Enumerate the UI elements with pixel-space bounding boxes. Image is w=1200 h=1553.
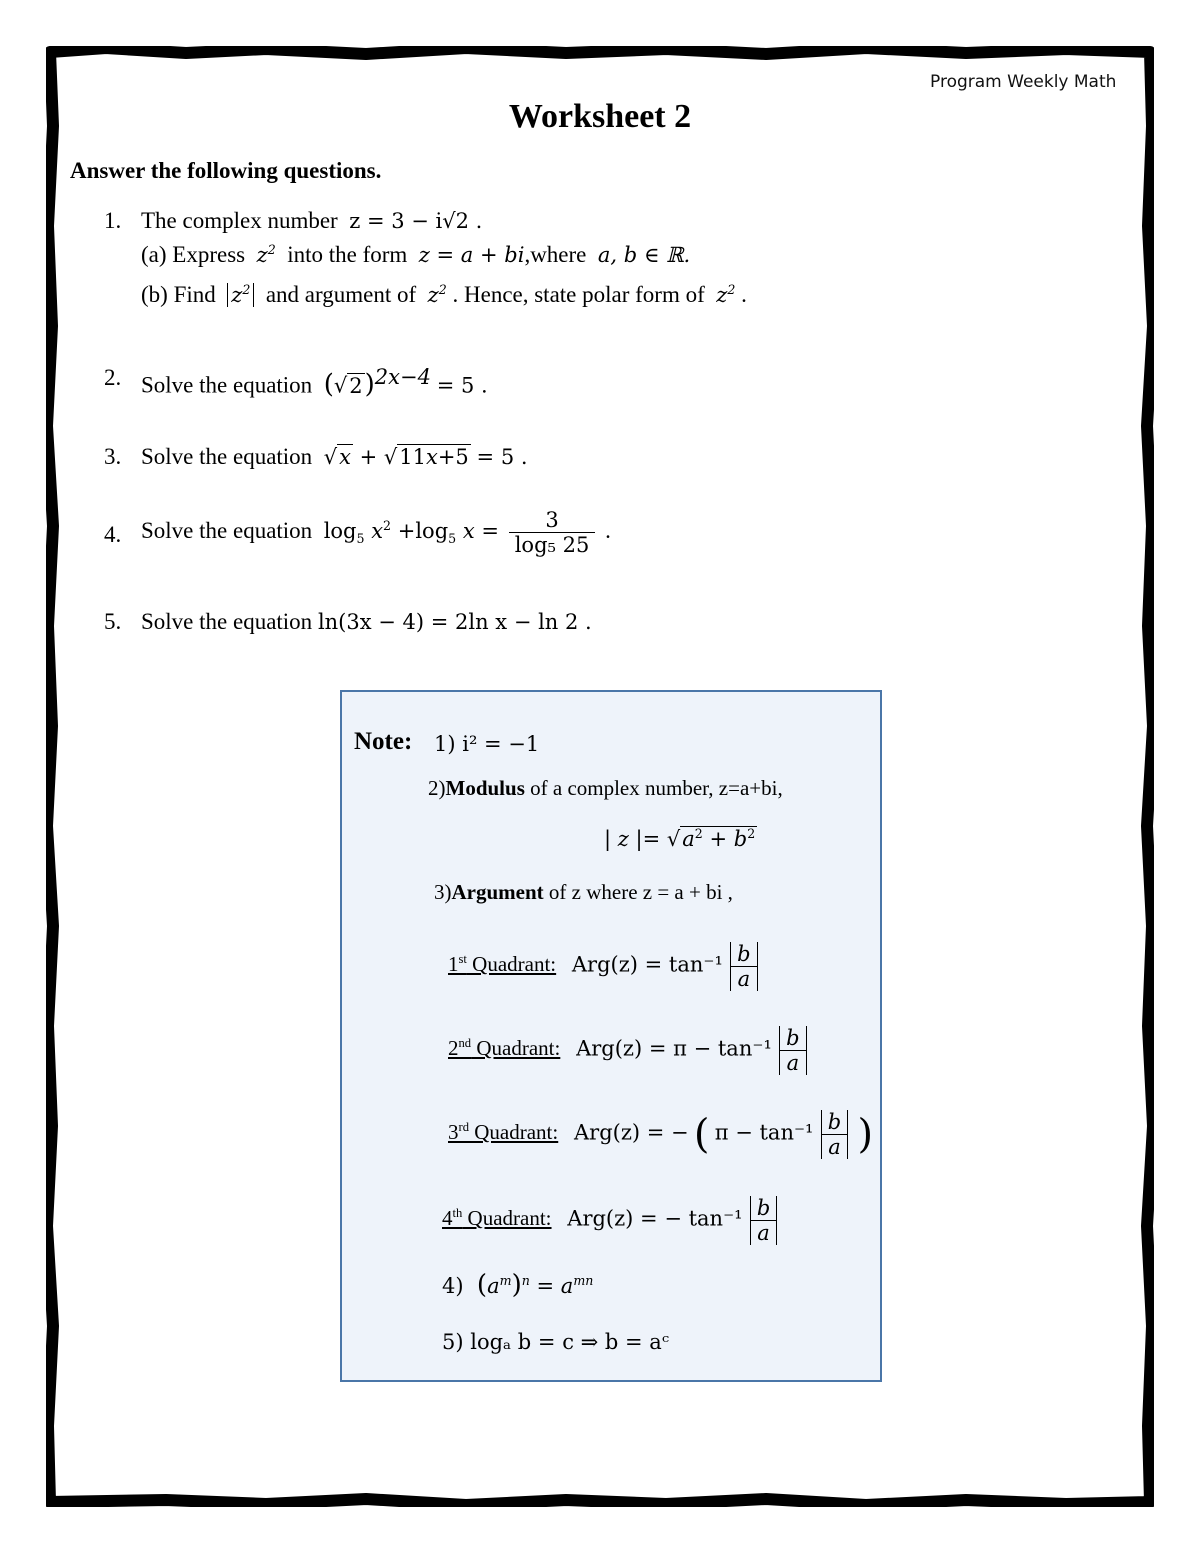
quadrant-4: 4th Quadrant: Arg(z) = − tan⁻¹ $\frac{b}{a}$ xyxy=(442,1196,781,1245)
question-2-number: 2. xyxy=(104,365,122,390)
question-4-text: Solve the equation $\log_5 x^2 +\log_5$ x = $\frac{3}{\text{log₅ 25}}$ . xyxy=(141,508,611,557)
program-name: Program Weekly Math xyxy=(930,72,1117,92)
note-2: 2)Modulus of a complex number, z=a+bi, xyxy=(428,776,783,800)
question-2-text: Solve the equation $(√2)^{2x-4} = 5$ . xyxy=(141,365,488,400)
quadrant-3: 3rd Quadrant: Arg(z) = − ( π − tan⁻¹ $\frac{b}{a}$ ) xyxy=(448,1110,874,1159)
question-1-number: 1. xyxy=(104,208,122,233)
instruction: Answer the following questions. xyxy=(70,158,382,183)
note-1: 1) i² = −1 xyxy=(434,732,540,756)
page-title: Worksheet 2 xyxy=(508,98,692,135)
note-3: 3)Argument of z where z = a + bi , xyxy=(434,880,733,904)
note-4: 4) $(a^m)^n = a^{mn}$ xyxy=(442,1270,594,1300)
question-4-numerator: 3 xyxy=(509,508,596,533)
question-5-number: 5. xyxy=(104,609,122,634)
question-4-number: 4. xyxy=(104,522,122,547)
question-5-text: Solve the equation ln(3x − 4) = 2ln x − ln 2 . xyxy=(141,609,592,634)
quadrant-1: 1st Quadrant: Arg(z) = tan⁻¹ $\frac{b}{a}$ xyxy=(448,942,762,991)
quadrant-2: 2nd Quadrant: Arg(z) = π − tan⁻¹ $\frac{b}{a}$ xyxy=(448,1026,811,1075)
question-3-number: 3. xyxy=(104,444,122,469)
question-1b: (b) Find $z^2$ and argument of $z^2$ . Hence, state polar form of $z^2$ . xyxy=(141,282,747,307)
question-3-text: Solve the equation √x + √11x+5 = 5 . xyxy=(141,444,528,469)
note-5: 5) logₐ b = c ⇒ b = aᶜ xyxy=(442,1330,670,1354)
note-box xyxy=(340,690,882,1382)
question-1-equation: z = 3 − i√2 . xyxy=(349,209,483,233)
note-label: Note: xyxy=(354,728,413,755)
modulus-formula: | z |= $√a^2 + b^2$ xyxy=(604,826,756,851)
question-1a: (a) Express $z^2$ into the form z = a + bi,where a, b ∈ ℝ. xyxy=(141,242,691,267)
question-4-denominator: log₅ 25 xyxy=(514,533,590,557)
question-1-text: The complex number z = 3 − i√2 . xyxy=(141,208,483,233)
